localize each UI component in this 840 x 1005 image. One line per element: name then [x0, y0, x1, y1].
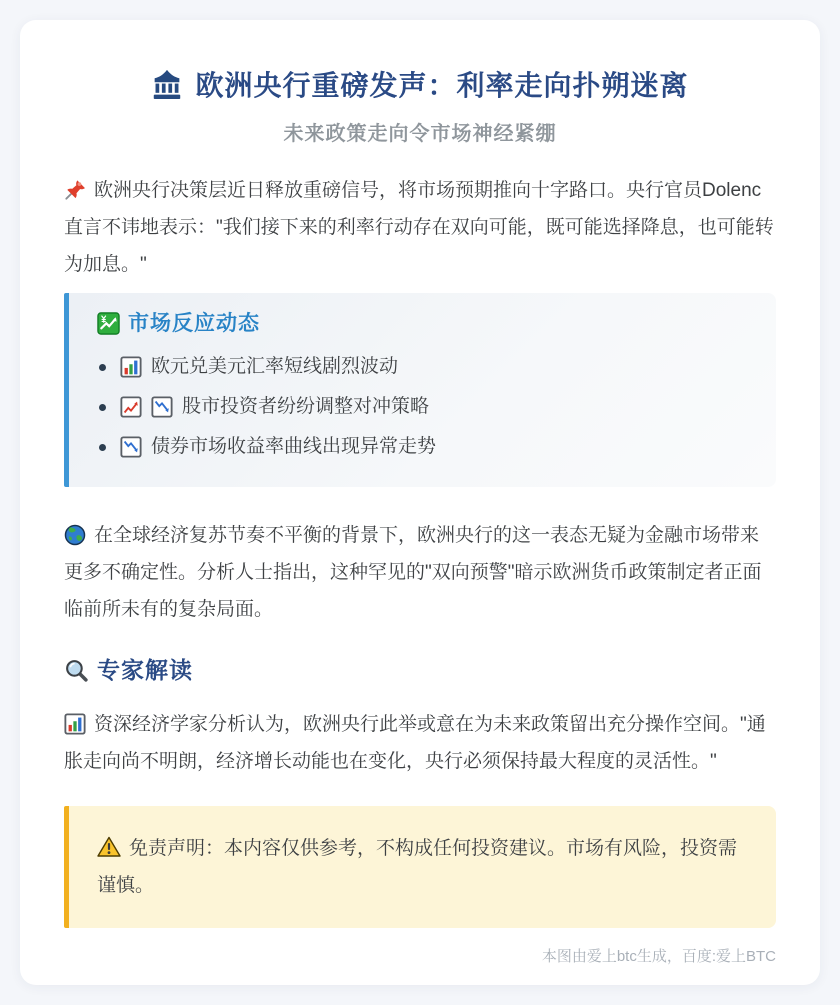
market-panel-heading-text: 市场反应动态 — [128, 312, 260, 335]
bullet-dot — [99, 364, 106, 371]
magnifier-icon — [64, 658, 89, 683]
chart-up-icon — [120, 396, 142, 418]
page-title-text: 欧洲央行重磅发声：利率走向扑朔迷离 — [195, 70, 689, 101]
expert-heading-text: 专家解读 — [97, 657, 193, 683]
list-item — [97, 433, 748, 461]
globe-icon — [64, 524, 86, 546]
warning-icon — [97, 835, 121, 859]
expert-section-heading — [64, 654, 776, 686]
market-reaction-list — [97, 353, 748, 461]
disclaimer-panel — [64, 806, 776, 928]
yen-chart-icon — [97, 312, 120, 335]
bar-chart-icon — [120, 356, 142, 378]
market-panel-heading — [97, 309, 748, 339]
expert-paragraph — [64, 706, 776, 780]
chart-down-icon — [120, 436, 142, 458]
intro-paragraph — [64, 172, 776, 283]
disclaimer-text: 免责声明：本内容仅供参考，不构成任何投资建议。市场有风险，投资需谨慎。 — [97, 838, 738, 896]
analysis-paragraph — [64, 517, 776, 628]
list-item-label: 欧元兑美元汇率短线剧烈波动 — [151, 356, 399, 377]
article-card — [20, 20, 820, 985]
page-subtitle: 未来政策走向令市场神经紧绷 — [283, 123, 557, 145]
expert-text: 资深经济学家分析认为，欧洲央行此举或意在为未来政策留出充分操作空间。"通胀走向尚不明朗，经济增长动能也在变化，央行必须保持最大程度的灵活性。" — [64, 714, 766, 772]
bar-chart-icon — [64, 713, 86, 735]
bullet-dot — [99, 404, 106, 411]
list-item-label: 债券市场收益率曲线出现异常走势 — [151, 436, 437, 457]
analysis-text: 在全球经济复苏节奏不平衡的背景下，欧洲央行的这一表态无疑为金融市场带来更多不确定性。分析人士指出，这种罕见的"双向预警"暗示欧洲货币政策制定者正面临前所未有的复杂局面。 — [64, 525, 762, 620]
attribution-footer: 本图由爱上btc生成，百度:爱上BTC — [541, 948, 776, 965]
chart-down-icon — [151, 396, 173, 418]
pushpin-icon — [64, 179, 86, 201]
bank-icon — [151, 69, 183, 99]
intro-text: 欧洲央行决策层近日释放重磅信号，将市场预期推向十字路口。央行官员Dolenc直言不讳地表示："我们接下来的利率行动存在双向可能，既可能选择降息，也可能转为加息。" — [64, 180, 774, 275]
bullet-dot — [99, 444, 106, 451]
list-item-label: 股市投资者纷纷调整对冲策略 — [182, 396, 430, 417]
list-item — [97, 393, 748, 421]
market-reaction-panel — [64, 293, 776, 487]
list-item — [97, 353, 748, 381]
page-title — [64, 66, 776, 106]
